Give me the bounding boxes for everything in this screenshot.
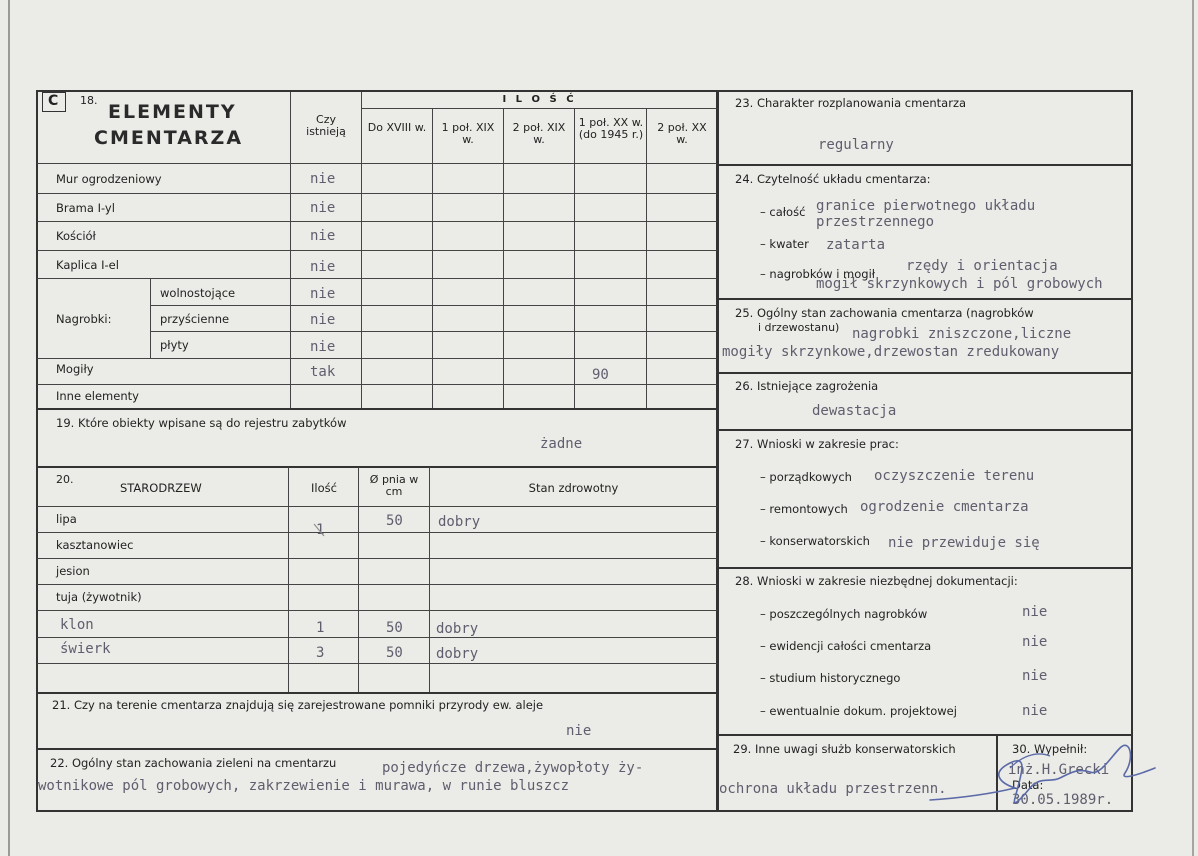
s20-row-lipa-stan: dobry	[438, 514, 481, 530]
s30-name: inż.H.Grecki	[1008, 762, 1110, 778]
s29-label: 29. Inne uwagi służb konserwatorskich	[733, 742, 956, 756]
s24-calosc-value2: przestrzennego	[816, 214, 935, 230]
ilosc-underline	[361, 108, 717, 109]
section-line	[37, 692, 717, 694]
s19-label: 19. Które obiekty wpisane są do rejestru zabytków	[56, 416, 347, 430]
s20-row-klon-label: klon	[60, 617, 94, 633]
s20-row-kasztanowiec-label: kasztanowiec	[56, 538, 134, 552]
col-header-1xx: 1 poł. XX w. (do 1945 r.)	[578, 116, 644, 141]
col-ilosc-header: I L O Ś Ć	[502, 94, 577, 105]
s28-studium-label: – studium historycznego	[760, 671, 901, 685]
row-line	[150, 331, 717, 332]
row-value-kosciol: nie	[310, 228, 336, 244]
s20-row-lipa-pnia: 50	[386, 513, 403, 529]
col-sep-2xx	[646, 108, 647, 408]
s20-row-klon-ilosc: 1	[316, 620, 325, 636]
s24-nagrobkow-value1: rzędy i orientacja	[906, 258, 1058, 274]
s30-label: 30. Wypełnił:	[1012, 742, 1088, 756]
s20-row-tuja-label: tuja (żywotnik)	[56, 590, 142, 604]
header-bottom-line	[37, 163, 717, 164]
section-line	[718, 567, 1132, 569]
row-label-kosciol: Kościół	[56, 229, 96, 243]
s28-nagrobkow-value: nie	[1022, 604, 1048, 620]
s28-ewidencji-value: nie	[1022, 634, 1048, 650]
s20-col-stan: Stan zdrowotny	[528, 481, 619, 495]
col-sep-1xix	[432, 108, 433, 408]
section-line	[718, 429, 1132, 431]
inne-elementy-label: Inne elementy	[56, 389, 139, 403]
row-label-kaplica: Kaplica I-el	[56, 258, 119, 272]
col-sep-1xx	[574, 108, 575, 408]
mogily-value: tak	[310, 364, 336, 380]
nagrobki-przyscienne-value: nie	[310, 312, 336, 328]
s27-porzadkowych-label: – porządkowych	[760, 470, 852, 484]
s22-value-line1: pojedyńcze drzewa,żywopłoty ży-	[382, 760, 644, 776]
s20-title: STARODRZEW	[120, 481, 202, 495]
nagrobki-przyscienne-label: przyścienne	[160, 312, 230, 326]
row-label-mur: Mur ogrodzeniowy	[56, 172, 162, 186]
s20-row-swierk-pnia: 50	[386, 645, 403, 661]
row-line	[37, 384, 717, 385]
s24-nagrobkow-label: – nagrobków i mogił	[760, 267, 876, 281]
s20-row-swierk-label: świerk	[60, 641, 111, 657]
row-value-mur: nie	[310, 171, 336, 187]
s30-date: 30.05.1989r.	[1012, 792, 1114, 808]
s20-header-line	[37, 506, 717, 507]
row-line	[37, 584, 717, 585]
s23-value: regularny	[818, 137, 894, 153]
s27-konserwatorskich-value: nie przewiduje się	[888, 535, 1040, 551]
row-line	[37, 637, 717, 638]
row-label-brama: Brama I-yl	[56, 201, 115, 215]
s20-sep	[288, 467, 289, 692]
s19-value: żadne	[540, 436, 583, 452]
s20-number: 20.	[56, 473, 74, 486]
s24-kwater-value: zatarta	[826, 237, 886, 253]
s27-remontowych-label: – remontowych	[760, 502, 848, 516]
s28-ewidencji-label: – ewidencji całości cmentarza	[760, 639, 932, 653]
row-line	[37, 358, 717, 359]
section-line	[718, 372, 1132, 374]
col-header-2xx: 2 poł. XX w.	[657, 121, 707, 146]
col-czy-header: Czy istnieją	[306, 113, 346, 138]
row-line	[150, 305, 717, 306]
s30-date-label: Data:	[1012, 778, 1044, 792]
s26-label: 26. Istniejące zagrożenia	[735, 379, 879, 393]
s27-porzadkowych-value: oczyszczenie terenu	[874, 468, 1035, 484]
row-line	[37, 278, 717, 279]
s28-projektowej-label: – ewentualnie dokum. projektowej	[760, 704, 957, 718]
s20-row-swierk-stan: dobry	[436, 646, 479, 662]
nagrobki-wolnostojace-label: wolnostojące	[160, 286, 236, 300]
row-line	[37, 610, 717, 611]
s25-label-line1: 25. Ogólny stan zachowania cmentarza (nagrobków	[735, 306, 1034, 320]
s24-label: 24. Czytelność układu cmentarza:	[735, 172, 931, 186]
row-line	[37, 532, 717, 533]
s28-nagrobkow-label: – poszczególnych nagrobków	[760, 607, 928, 621]
s28-projektowej-value: nie	[1022, 703, 1048, 719]
s27-konserwatorskich-label: – konserwatorskich	[760, 534, 870, 548]
nagrobki-plyty-value: nie	[310, 339, 336, 355]
section-line	[37, 748, 717, 750]
row-value-brama: nie	[310, 200, 336, 216]
section-line	[37, 408, 717, 410]
mogily-label: Mogiły	[56, 362, 94, 376]
s22-label: 22. Ogólny stan zachowania zieleni na cmentarzu	[50, 756, 337, 770]
nagrobki-sep	[150, 278, 151, 358]
section-mark: C	[48, 93, 59, 109]
paper-edge-right	[1192, 0, 1194, 856]
row-line	[37, 558, 717, 559]
s18-number: 18.	[80, 94, 98, 107]
row-value-kaplica: nie	[310, 259, 336, 275]
mogily-1pol-xx-value: 90	[592, 367, 609, 383]
s24-calosc-value1: granice pierwotnego układu	[816, 198, 1036, 214]
col-sep-2xix	[503, 108, 504, 408]
s21-label: 21. Czy na terenie cmentarza znajdują się zarejestrowane pomniki przyrody ew. aleje	[52, 698, 544, 712]
title-line2: CMENTARZA	[94, 127, 244, 149]
s20-col-pnia: Ø pnia w cm	[369, 473, 419, 498]
s20-row-swierk-ilosc: 3	[316, 645, 325, 661]
s20-row-klon-pnia: 50	[386, 620, 403, 636]
section-line	[718, 164, 1132, 166]
col-header-1xix: 1 poł. XIX w.	[441, 121, 495, 146]
s20-sep	[429, 467, 430, 692]
s27-label: 27. Wnioski w zakresie prac:	[735, 437, 899, 451]
paper-edge-left	[8, 0, 10, 856]
nagrobki-plyty-label: płyty	[160, 338, 189, 352]
pencil-mark-1	[312, 520, 332, 540]
s25-label-line2: i drzewostanu)	[758, 321, 840, 334]
s25-value-line2: mogiły skrzynkowe,drzewostan zredukowany	[722, 344, 1060, 360]
s26-value: dewastacja	[812, 403, 897, 419]
row-line	[37, 221, 717, 222]
s28-studium-value: nie	[1022, 668, 1048, 684]
section-line	[718, 298, 1132, 300]
s24-nagrobkow-value2: mogił skrzynkowych i pól grobowych	[816, 276, 1103, 292]
col-header-2xix: 2 poł. XIX w.	[512, 121, 566, 146]
signature-mark	[920, 728, 1180, 818]
s23-label: 23. Charakter rozplanowania cmentarza	[735, 96, 967, 110]
row-line	[37, 250, 717, 251]
row-line	[37, 663, 717, 664]
s29-value: ochrona układu przestrzenn.	[719, 781, 947, 797]
title-line1: ELEMENTY	[108, 101, 237, 123]
col-header-xviii: Do XVIII w.	[367, 121, 427, 134]
s25-value-line1: nagrobki zniszczone,liczne	[852, 326, 1072, 342]
s20-row-klon-stan: dobry	[436, 621, 479, 637]
s27-remontowych-value: ogrodzenie cmentarza	[860, 499, 1029, 515]
section-line	[37, 466, 717, 468]
s20-sep	[358, 467, 359, 692]
s28-label: 28. Wnioski w zakresie niezbędnej dokumentacji:	[735, 574, 1018, 588]
s24-calosc-label: – całość	[760, 205, 806, 219]
s24-kwater-label: – kwater	[760, 237, 809, 251]
s20-row-lipa-label: lipa	[56, 512, 77, 526]
s20-col-ilosc: Ilość	[311, 481, 337, 495]
s21-value: nie	[566, 723, 592, 739]
s20-row-lipa-ilosc: 1	[316, 522, 325, 538]
row-line	[37, 193, 717, 194]
nagrobki-wolnostojace-value: nie	[310, 286, 336, 302]
s20-row-jesion-label: jesion	[56, 564, 90, 578]
s22-value-line2: wotnikowe pól grobowych, zakrzewienie i murawa, w runie bluszcz	[38, 778, 570, 794]
nagrobki-label: Nagrobki:	[56, 312, 112, 326]
